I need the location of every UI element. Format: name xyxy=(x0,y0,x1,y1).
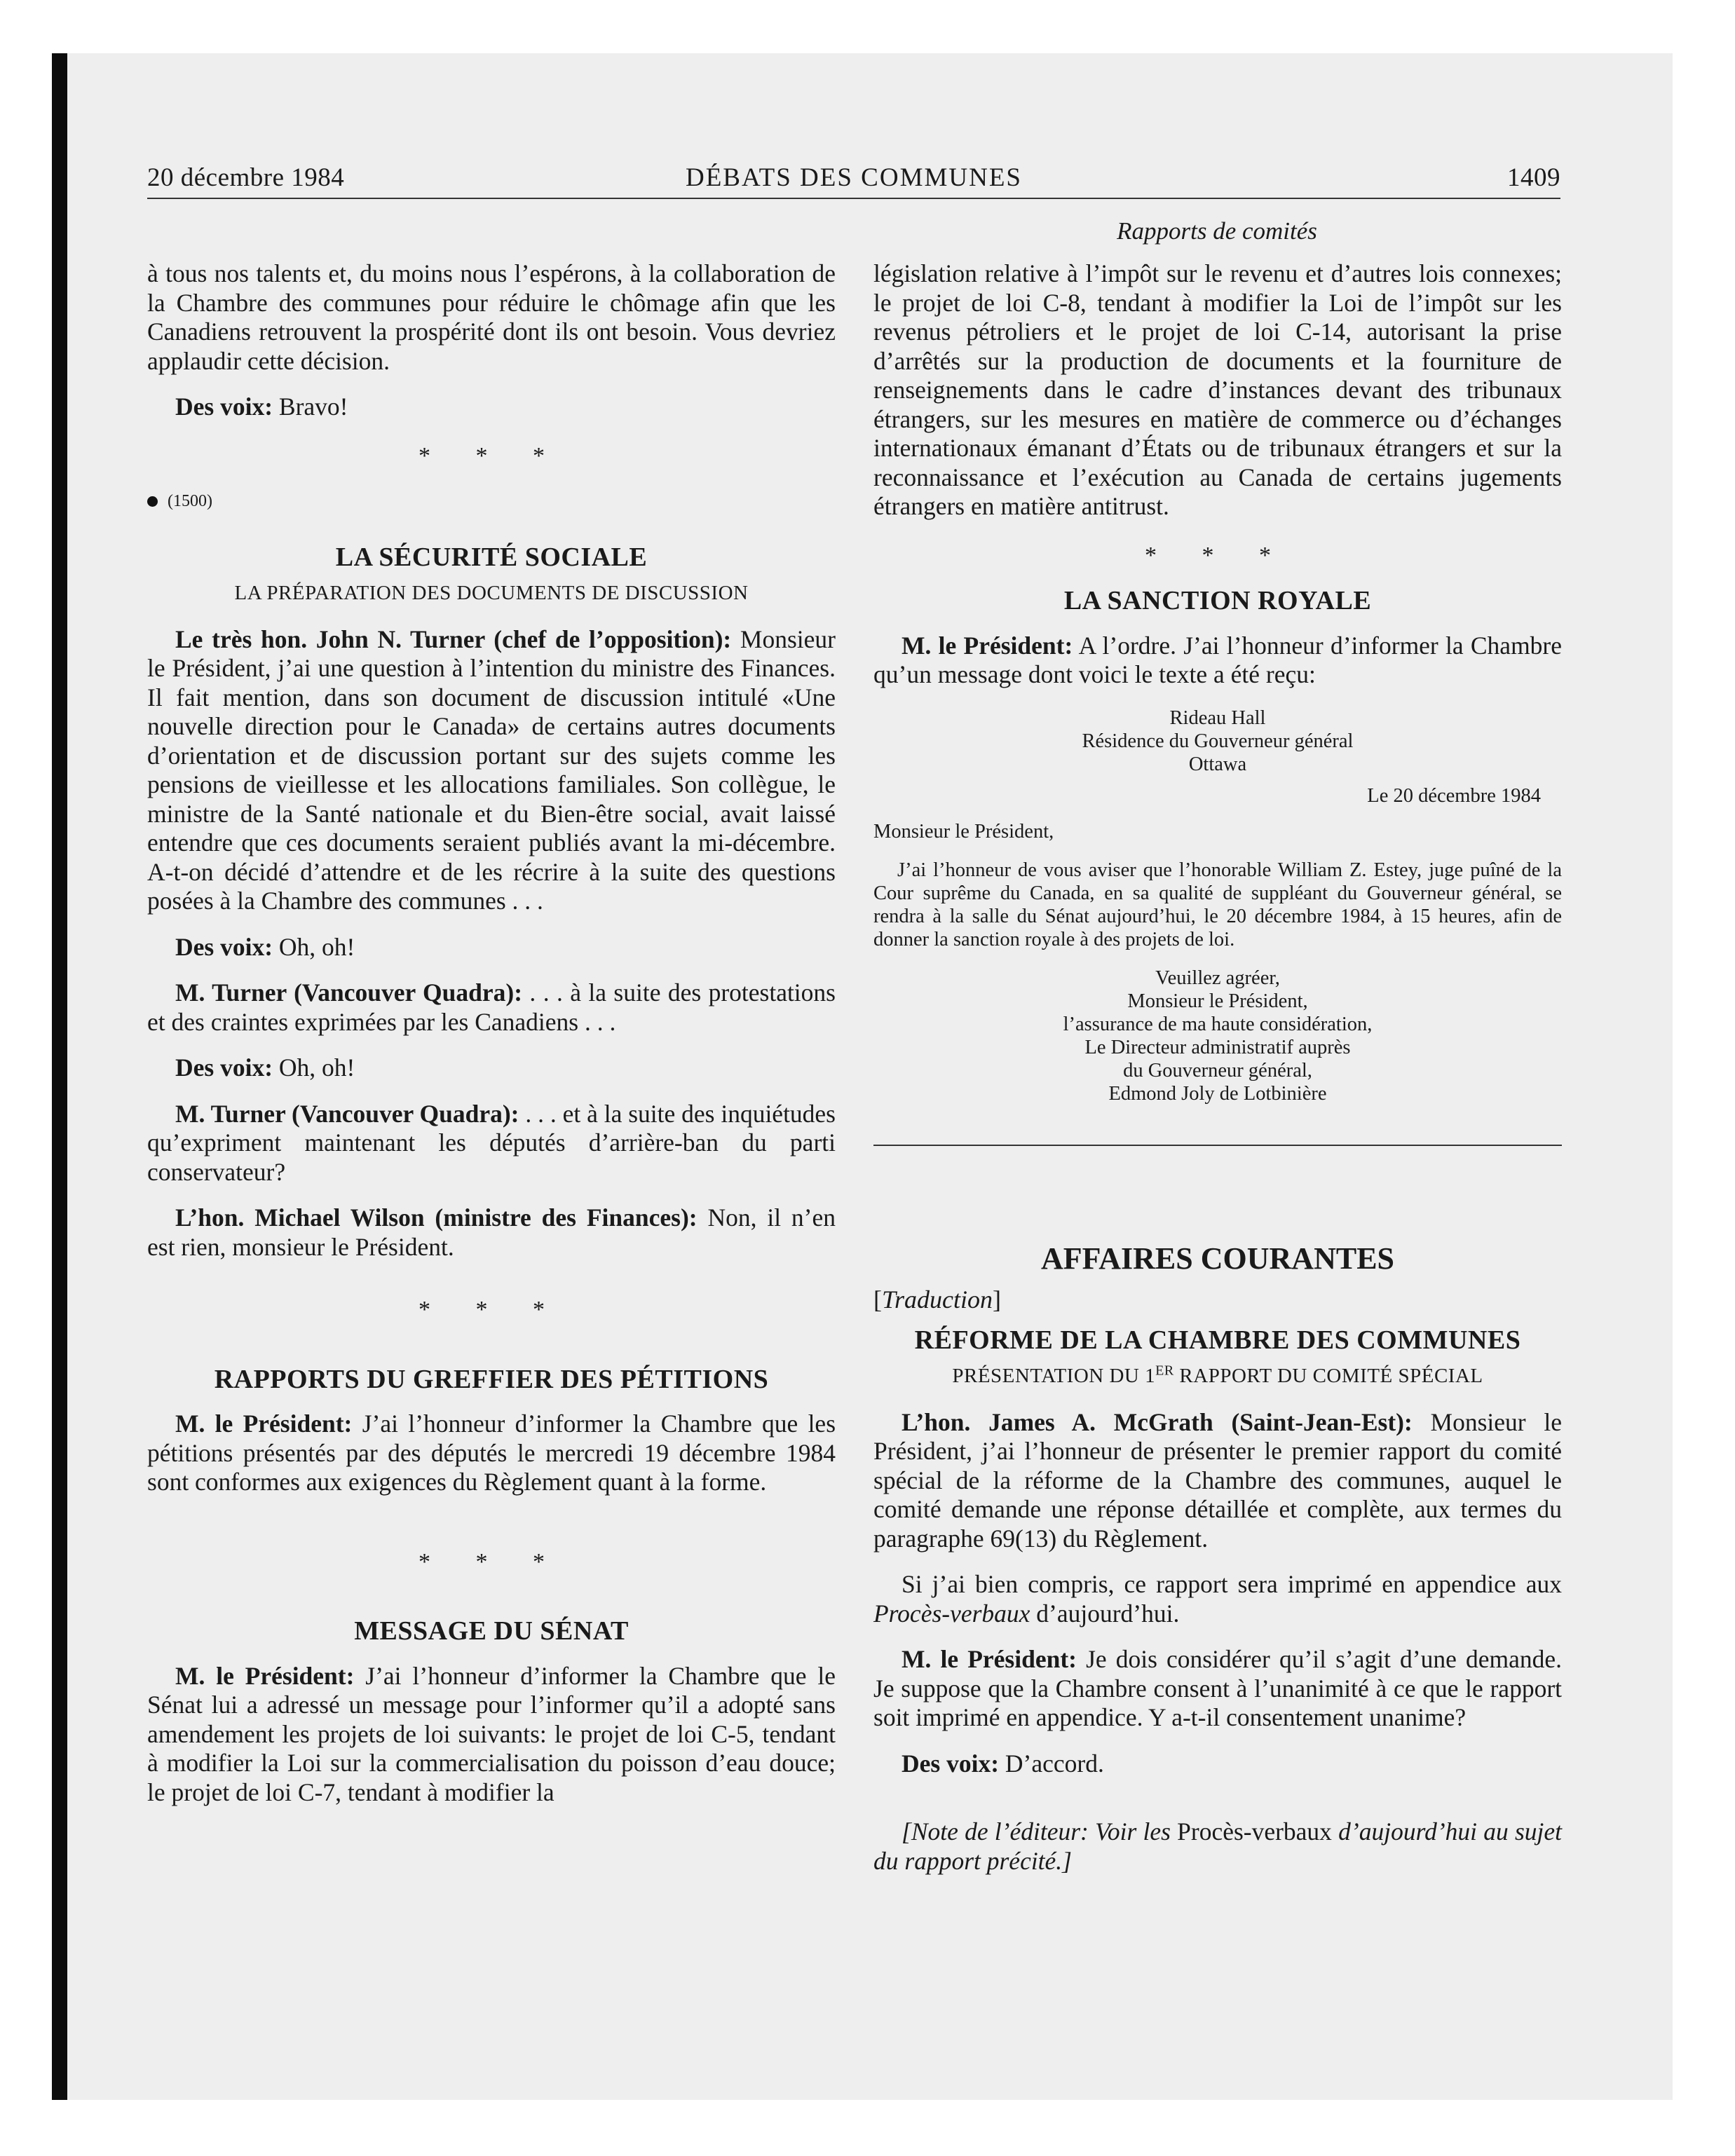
translation-note: [Traduction] xyxy=(873,1285,1002,1314)
speaker: Le très hon. John N. Turner (chef de l’opposition): xyxy=(175,625,732,653)
subsection-heading: PRÉSENTATION DU 1ER RAPPORT DU COMITÉ SPÉCIAL xyxy=(952,1363,1483,1387)
paragraph xyxy=(147,978,836,1037)
paragraph xyxy=(147,1053,836,1083)
speech: D’accord. xyxy=(999,1749,1104,1778)
letter-salutation: Monsieur le Président, xyxy=(873,820,1054,842)
paragraph xyxy=(147,1662,836,1808)
paragraph xyxy=(147,933,836,962)
speaker: L’hon. James A. McGrath (Saint-Jean-Est): xyxy=(901,1407,1413,1436)
speech: Je dois considérer qu’il s’agit d’une demande. Je suppose que la Chambre consent à l’unanimité à ce que le rapport soit imprimé en appendice. Y a-t-il consentement unanime? xyxy=(873,1645,1562,1731)
letter-address-line: Rideau Hall xyxy=(1169,707,1266,729)
speaker: Des voix: xyxy=(175,393,273,421)
speaker: M. Turner (Vancouver Quadra): xyxy=(175,1099,519,1128)
time-marker xyxy=(147,487,836,517)
section-heading: MESSAGE DU SÉNAT xyxy=(354,1616,629,1646)
section-separator: * * * xyxy=(1145,542,1291,568)
editor-note: [Note de l’éditeur: Voir les Procès-verbaux d’aujourd’hui au sujet du rapport précité.] xyxy=(873,1817,1562,1875)
speaker: M. le Président: xyxy=(175,1661,355,1690)
speaker: Des voix: xyxy=(901,1749,1000,1778)
paragraph: Si j’ai bien compris, ce rapport sera imprimé en appendice aux Procès-verbaux d’aujourd’hui. xyxy=(873,1570,1562,1628)
header-title: DÉBATS DES COMMUNES xyxy=(685,163,1022,192)
paragraph xyxy=(147,393,836,422)
bullet-icon xyxy=(147,496,158,507)
speech: Oh, oh! xyxy=(273,1053,355,1082)
letter-body: J’ai l’honneur de vous aviser que l’honorable William Z. Estey, juge puîné de la Cour suprême du Canada, en sa qualité de suppléant du Gouverneur général, se rendra à la salle du Sénat aujourd’hui, le 20 décembre 1984, à 15 heures, afin de donner la sanction royale à des projets de loi. xyxy=(873,859,1562,950)
paragraph xyxy=(147,1410,836,1497)
letter-closing-line: Le Directeur administratif auprès xyxy=(1084,1036,1351,1058)
letter-closing-line: l’assurance de ma haute considération, xyxy=(1063,1013,1373,1035)
paragraph xyxy=(873,1645,1562,1733)
paragraph xyxy=(873,1749,1562,1779)
speech: Oh, oh! xyxy=(273,932,355,961)
paragraph: législation relative à l’impôt sur le revenu et d’autres lois connexes; le projet de loi C-8, tendant à modifier la Loi de l’impôt sur les revenus pétroliers et le projet de loi C-14, autorisant la prise d’arrêtés sur la production de documents et la fourniture de renseignements dans le cadre d’instances devant des tribunaux étrangers, sur les mesures en matière de commerce ou d’échanges internationaux émanant d’États ou de tribunaux étrangers et sur la reconnaissance et l’exécution au Canada de certains jugements étrangers en matière antitrust. xyxy=(873,259,1562,520)
time-label: (1500) xyxy=(168,492,212,510)
letter-closing-line: Veuillez agréer, xyxy=(1155,967,1280,989)
header-date: 20 décembre 1984 xyxy=(147,163,345,192)
paragraph xyxy=(873,632,1562,690)
speaker: Des voix: xyxy=(175,1053,273,1082)
left-column xyxy=(147,259,836,1807)
page-header xyxy=(147,163,1560,199)
paragraph: à tous nos talents et, du moins nous l’espérons, à la collaboration de la Chambre des communes pour réduire le chômage afin que les Canadiens retrouvent la prospérité dont ils ont besoin. Vous devriez applaudir cette décision. xyxy=(147,259,836,375)
speech: J’ai l’honneur d’informer la Chambre que les pétitions présentés par des députés le mercredi 19 décembre 1984 sont conformes aux exigences du Règlement quant à la forme. xyxy=(147,1410,836,1496)
paragraph xyxy=(147,625,836,916)
paragraph xyxy=(873,1408,1562,1554)
horizontal-rule xyxy=(873,1145,1562,1146)
subsection-heading: LA PRÉPARATION DES DOCUMENTS DE DISCUSSION xyxy=(234,582,749,604)
letter-closing-line: du Gouverneur général, xyxy=(1123,1059,1312,1082)
letter-date: Le 20 décembre 1984 xyxy=(1367,784,1541,807)
section-heading: RÉFORME DE LA CHAMBRE DES COMMUNES xyxy=(914,1325,1521,1355)
royal-assent-letter xyxy=(873,707,1562,1105)
speaker: Des voix: xyxy=(175,932,273,961)
letter-signature: Edmond Joly de Lotbinière xyxy=(1108,1082,1327,1105)
letter-address-line: Résidence du Gouverneur général xyxy=(1082,730,1354,752)
section-heading: LA SÉCURITÉ SOCIALE xyxy=(335,542,648,572)
paragraph xyxy=(147,1203,836,1262)
scan-binding-edge xyxy=(52,53,67,2100)
section-heading: RAPPORTS DU GREFFIER DES PÉTITIONS xyxy=(214,1364,769,1394)
section-running-head: Rapports de comités xyxy=(1117,217,1317,245)
speech: J’ai l’honneur d’informer la Chambre que le Sénat lui a adressé un message pour l’informer qu’il a adopté sans amendement les projets de loi suivants: le projet de loi C-5, tendant à modifier la Loi sur la commercialisation du poisson d’eau douce; le projet de loi C-7, tendant à modifier la xyxy=(147,1661,836,1806)
section-separator: * * * xyxy=(419,1548,564,1575)
speaker: M. le Président: xyxy=(901,631,1073,660)
section-heading: AFFAIRES COURANTES xyxy=(1040,1241,1395,1276)
section-separator: * * * xyxy=(419,442,564,469)
letter-closing-line: Monsieur le Président, xyxy=(1127,990,1308,1012)
paragraph xyxy=(147,1100,836,1187)
right-column xyxy=(873,259,1562,1876)
speech: . . . à la suite des protestations et des craintes exprimées par les Canadiens . . . xyxy=(147,978,836,1036)
speaker: M. le Président: xyxy=(175,1410,353,1438)
section-separator: * * * xyxy=(419,1297,564,1323)
speech: Monsieur le Président, j’ai l’honneur de présenter le premier rapport du comité spécial de la réforme de la Chambre des communes, auquel le comité demande une réponse détaillée et complète, aux termes du paragraphe 69(13) du Règlement. xyxy=(873,1407,1562,1553)
speech: . . . et à la suite des inquiétudes qu’expriment maintenant les députés d’arrière-ban du parti conservateur? xyxy=(147,1099,836,1186)
section-heading: LA SANCTION ROYALE xyxy=(1063,586,1372,615)
speech: Monsieur le Président, j’ai une question à l’intention du ministre des Finances. Il fait mention, dans son document de discussion intitulé «Une nouvelle direction pour le Canada» de certains autres documents d’orientation et de discussion portant sur des sujets comme les pensions de vieillesse et les allocations familiales. Son collègue, le ministre de la Santé nationale et du Bien-être social, avait laissé entendre que ces documents seraient publiés avant la mi-décembre. A-t-on décidé d’attendre et de les récrire à la suite des questions posées à la Chambre des communes . . . xyxy=(147,625,836,915)
letter-address-line: Ottawa xyxy=(1188,753,1247,775)
speech: A l’ordre. J’ai l’honneur d’informer la Chambre qu’un message dont voici le texte a été reçu: xyxy=(873,631,1563,688)
translation-label: Traduction xyxy=(882,1285,993,1314)
speaker: M. le Président: xyxy=(901,1645,1077,1673)
speaker: L’hon. Michael Wilson (ministre des Finances): xyxy=(175,1203,698,1231)
speaker: M. Turner (Vancouver Quadra): xyxy=(175,978,523,1007)
speech: Non, il n’en est rien, monsieur le Président. xyxy=(147,1203,836,1261)
page-number: 1409 xyxy=(1507,163,1560,192)
speech: Bravo! xyxy=(273,393,348,421)
